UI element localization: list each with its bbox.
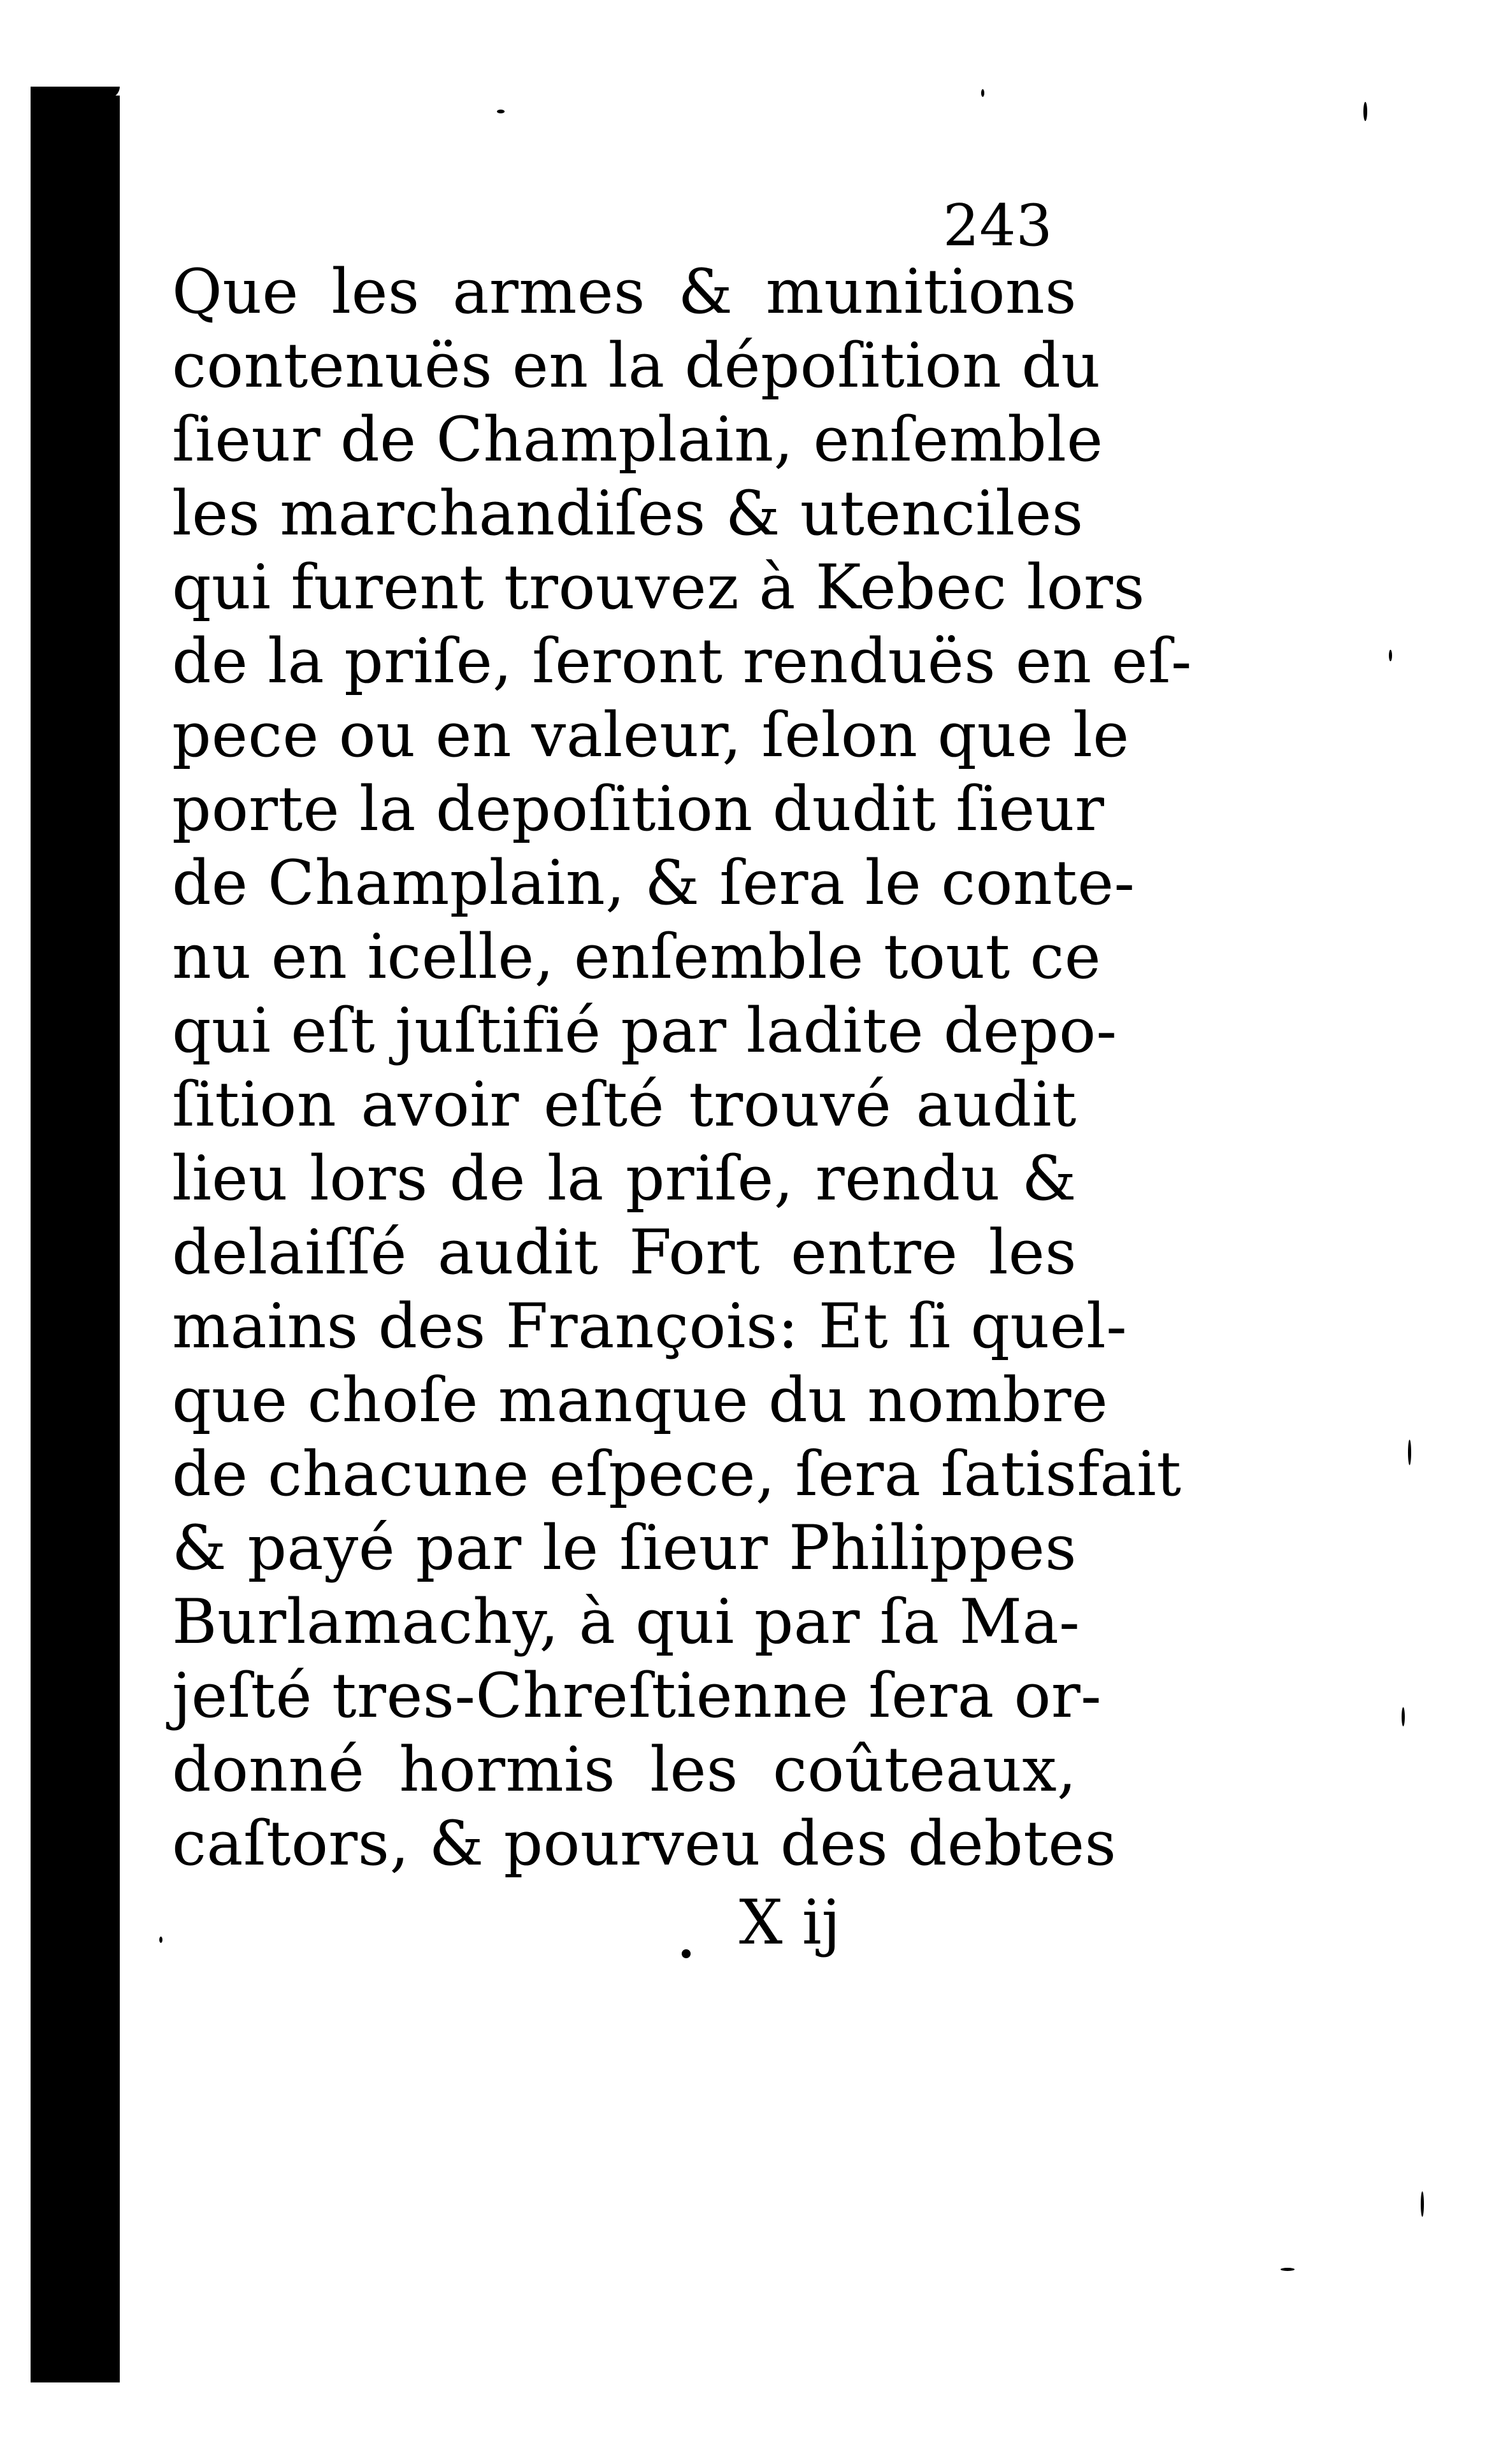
scan-speck (1389, 650, 1392, 661)
text-line: jeſté tres-Chreſtienne ſera or- (172, 1660, 1102, 1731)
text-line: delaiſſé audit Fort entre les (172, 1217, 1077, 1288)
text-line: de Champlain, & ſera le conte- (172, 847, 1135, 919)
text-line: mains des François: Et ſi quel- (172, 1291, 1128, 1362)
text-line: Burlamachy, à qui par ſa Ma- (172, 1586, 1081, 1658)
body-text (172, 255, 1192, 1880)
text-line: nu en icelle, enſemble tout ce (172, 921, 1102, 992)
text-line: porte la depoſition dudit ſieur (172, 773, 1105, 845)
binding-edge (31, 96, 120, 2382)
text-line: que choſe manque du nombre (172, 1365, 1109, 1436)
text-line: les marchandiſes & utenciles (172, 478, 1084, 549)
page-number: 243 (943, 192, 1052, 259)
scan-speck (1363, 102, 1367, 121)
text-line: qui eſt juſtifié par ladite depo- (172, 995, 1117, 1066)
text-line: & payé par le ſieur Philippes (172, 1512, 1077, 1584)
signature-mark: X ij (739, 1887, 841, 1958)
scan-speck (159, 1937, 162, 1943)
scan-speck (1408, 1440, 1411, 1465)
scan-speck (497, 110, 505, 113)
text-line: caſtors, & pourveu des debtes (172, 1808, 1117, 1879)
text-line: lieu lors de la priſe, rendu & (172, 1143, 1077, 1214)
scan-speck (1421, 2191, 1424, 2217)
text-line: de la priſe, ſeront renduës en eſ- (172, 626, 1192, 697)
scan-speck (682, 1949, 691, 1958)
text-line: donné hormis les coûteaux, (172, 1734, 1077, 1805)
text-line: Que les armes & munitions (172, 256, 1077, 327)
text-line: pece ou en valeur, ſelon que le (172, 699, 1130, 771)
text-line: qui furent trouvez à Kebec lors (172, 552, 1146, 623)
text-line: contenuës en la dépoſition du (172, 330, 1101, 401)
scan-speck (1402, 1707, 1405, 1726)
text-line: ſition avoir eſté trouvé audit (172, 1069, 1077, 1140)
scan-speck (981, 89, 984, 97)
text-line: de chacune eſpece, ſera ſatisfait (172, 1438, 1182, 1510)
scan-speck (1281, 2268, 1295, 2271)
text-line: ſieur de Champlain, enſemble (172, 404, 1103, 475)
